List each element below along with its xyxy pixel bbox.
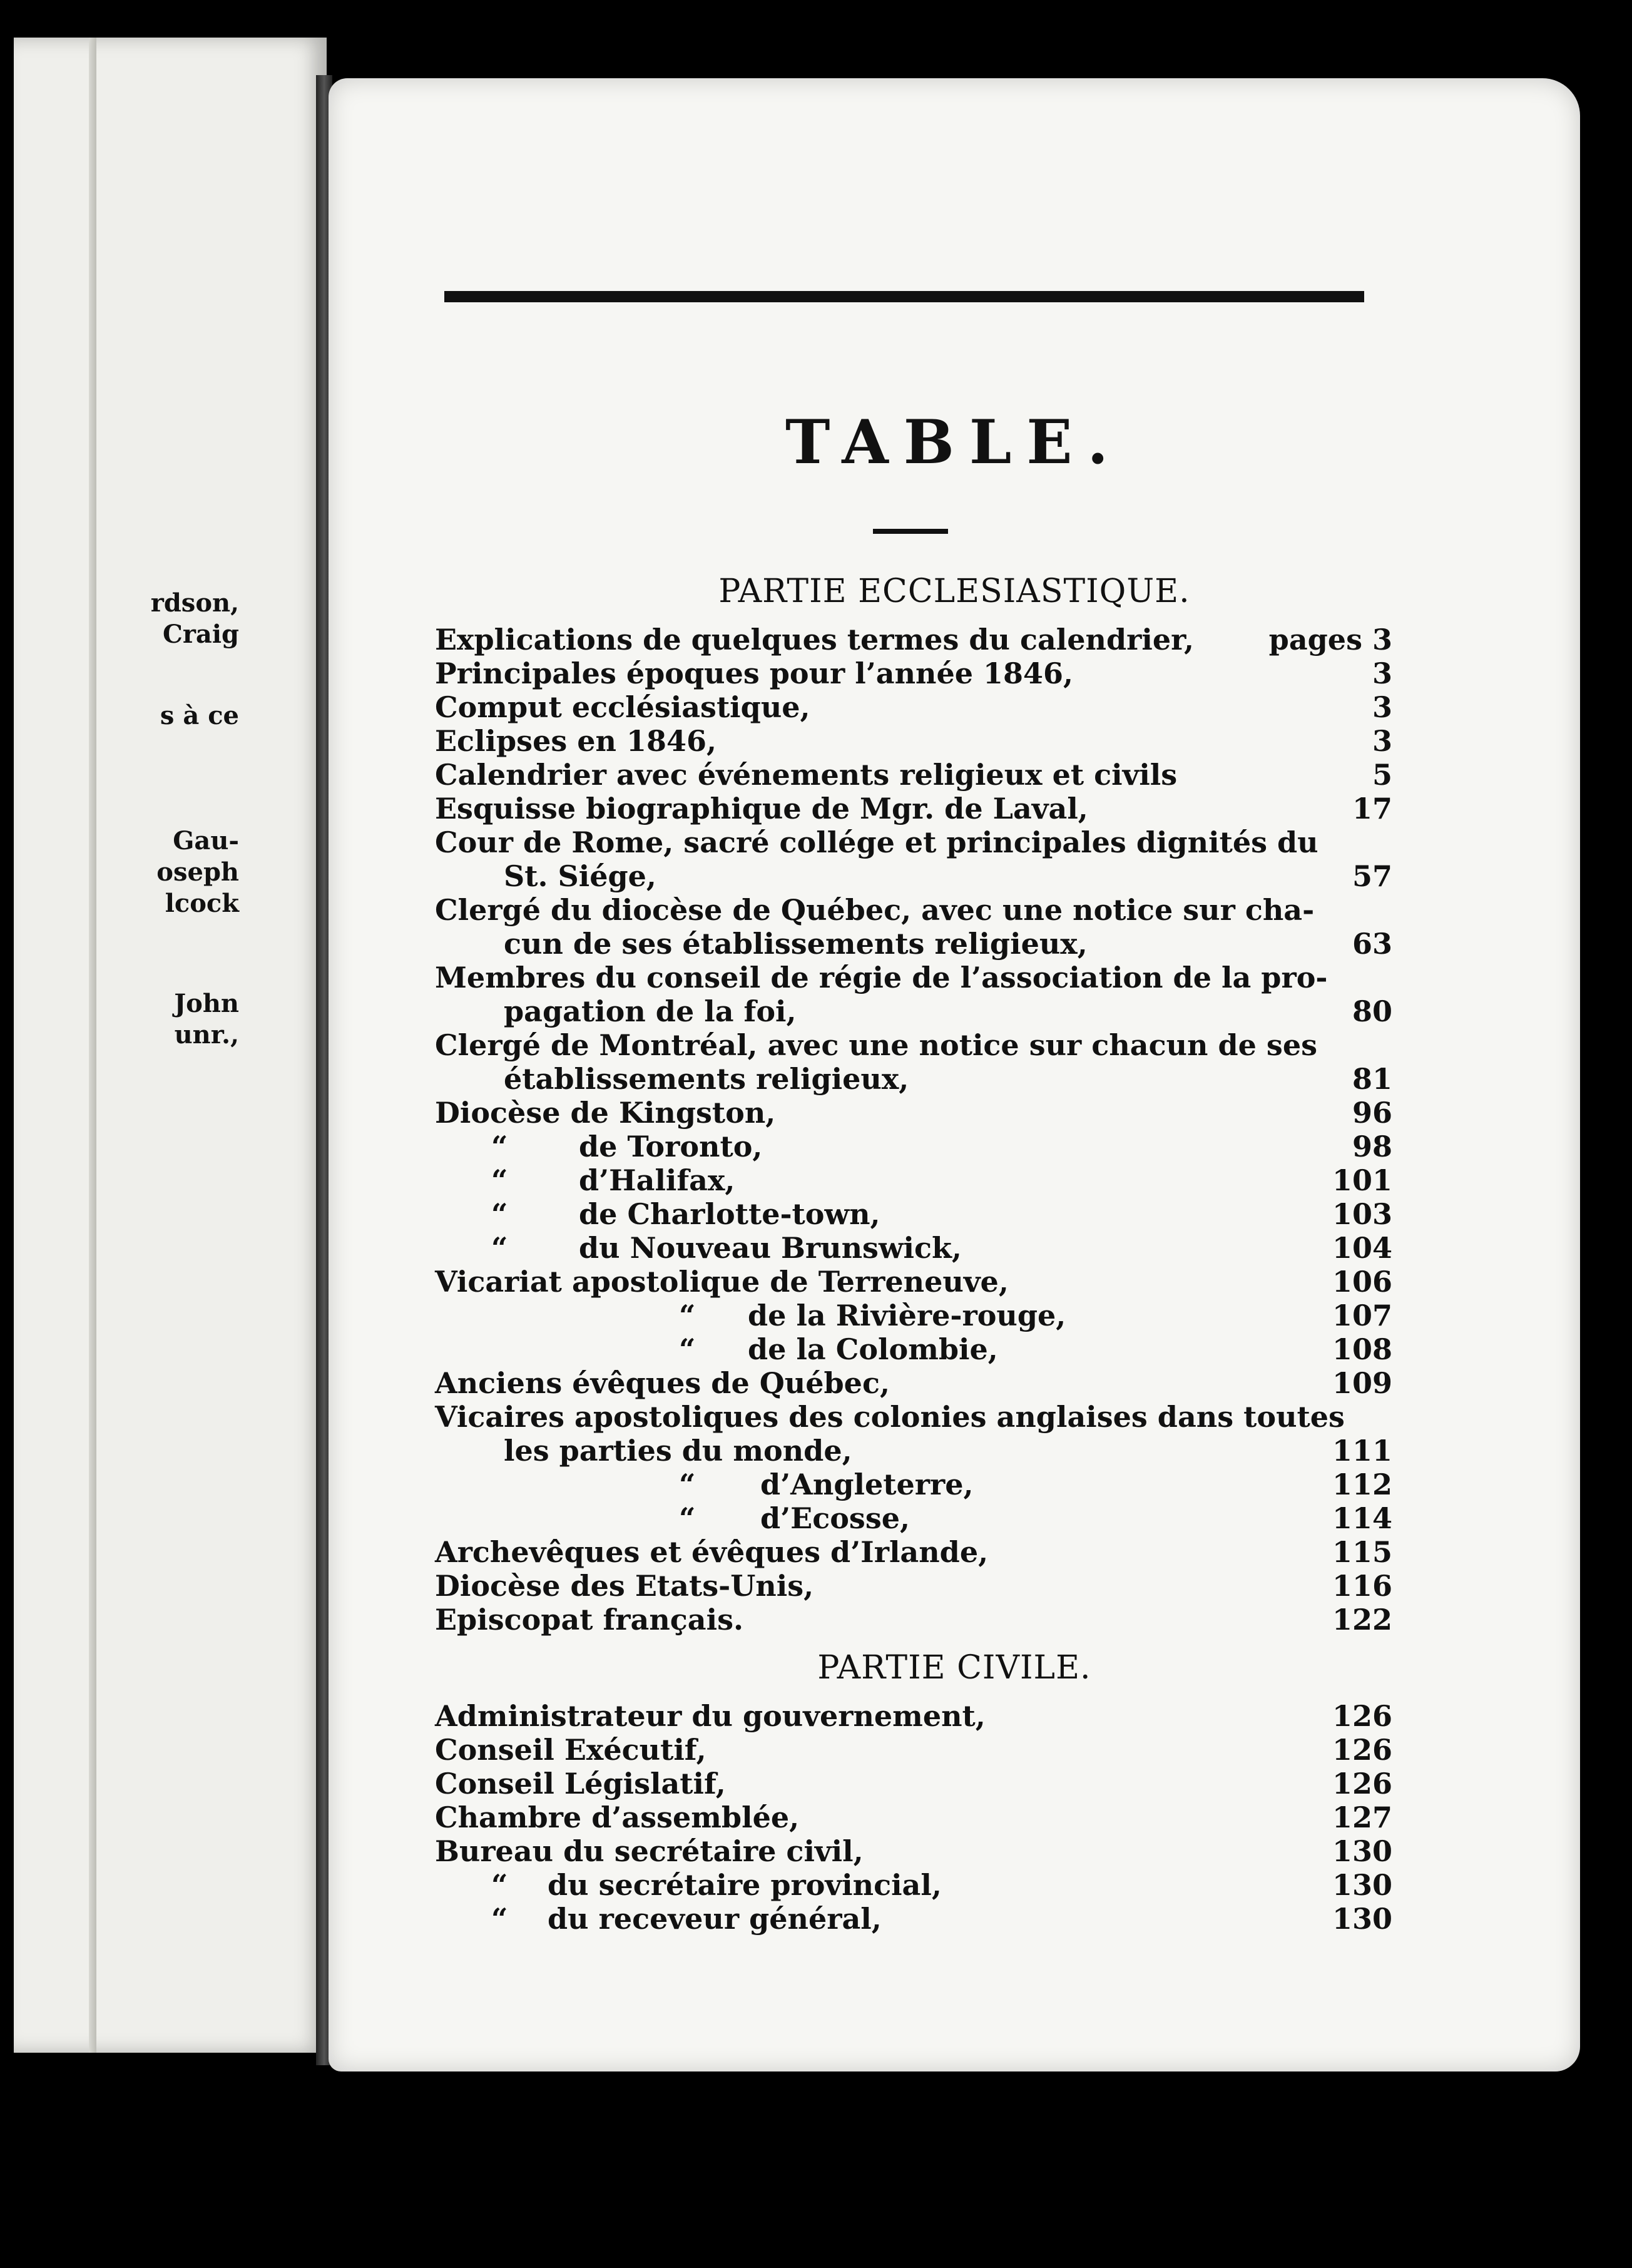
toc-entry — [435, 1902, 1392, 1936]
toc-entry — [435, 1733, 1392, 1767]
toc-entry-label: du secrétaire provincial, — [548, 1868, 942, 1902]
toc-entry — [435, 1535, 1392, 1569]
toc-entry-label: Principales époques pour l’année 1846, — [435, 656, 1074, 690]
toc-entry — [435, 1569, 1392, 1603]
toc-entry-page: 122 — [1332, 1603, 1392, 1637]
facing-page-fragment: Craig — [163, 620, 239, 649]
toc-entry-label: les parties du monde, — [504, 1434, 852, 1468]
toc-entry-label: Conseil Législatif, — [435, 1767, 726, 1801]
toc-entry-label: Diocèse de Kingston, — [435, 1096, 776, 1130]
page-title: TABLE. — [785, 407, 1123, 478]
toc-entry — [435, 1130, 1392, 1163]
toc-entry-label: d’Angleterre, — [760, 1468, 974, 1501]
toc-entry-page: pages 3 — [1268, 623, 1392, 656]
toc-entry-label: Chambre d’assemblée, — [435, 1801, 800, 1834]
toc-entry-page: 98 — [1352, 1130, 1392, 1163]
ditto-mark: “ — [679, 1299, 696, 1332]
toc-entry-page: 109 — [1332, 1366, 1392, 1400]
toc-ecclesiastique — [435, 623, 1392, 1637]
toc-entry-label: Calendrier avec événements religieux et civils — [435, 758, 1178, 792]
toc-entry-label: cun de ses établissements religieux, — [504, 927, 1088, 961]
toc-entry-label: de Charlotte-town, — [579, 1197, 880, 1231]
toc-entry-label: du Nouveau Brunswick, — [579, 1231, 962, 1265]
section-heading-ecclesiastique: PARTIE ECCLESIASTIQUE. — [718, 573, 1190, 610]
toc-entry — [435, 1062, 1392, 1096]
toc-entry-page: 111 — [1332, 1434, 1392, 1468]
toc-entry-page: 81 — [1352, 1062, 1392, 1096]
toc-entry — [435, 1767, 1392, 1801]
toc-entry-label: d’Halifax, — [579, 1163, 735, 1197]
facing-page — [14, 38, 327, 2053]
toc-entry — [435, 1699, 1392, 1733]
section-heading-civile: PARTIE CIVILE. — [817, 1649, 1091, 1687]
toc-entry-page: 106 — [1332, 1265, 1392, 1299]
facing-page-fragment: Gau- — [173, 826, 239, 856]
toc-entry-page: 96 — [1352, 1096, 1392, 1130]
toc-entry — [435, 1834, 1392, 1868]
toc-entry — [435, 1299, 1392, 1332]
toc-entry-label: de la Colombie, — [748, 1332, 998, 1366]
toc-entry-page: 103 — [1332, 1197, 1392, 1231]
toc-entry-label: Episcopat français. — [435, 1603, 743, 1637]
toc-entry-page: 107 — [1332, 1299, 1392, 1332]
ditto-mark: “ — [491, 1868, 508, 1902]
toc-entry — [435, 724, 1392, 758]
ditto-mark: “ — [491, 1231, 508, 1265]
toc-entry-page: 130 — [1332, 1834, 1392, 1868]
toc-entry — [435, 1468, 1392, 1501]
toc-entry-page: 126 — [1332, 1733, 1392, 1767]
toc-entry-label: Vicariat apostolique de Terreneuve, — [435, 1265, 1009, 1299]
toc-entry-label: de Toronto, — [579, 1130, 763, 1163]
toc-entry-label: Administrateur du gouvernement, — [435, 1699, 986, 1733]
toc-entry — [435, 1501, 1392, 1535]
toc-entry-label: Eclipses en 1846, — [435, 724, 717, 758]
toc-entry-page: 3 — [1372, 690, 1392, 724]
toc-entry-page: 126 — [1332, 1699, 1392, 1733]
toc-entry-page: 3 — [1372, 724, 1392, 758]
toc-entry — [435, 1197, 1392, 1231]
toc-entry — [435, 825, 1392, 859]
toc-entry-label: Vicaires apostoliques des colonies anglaises dans toutes — [435, 1400, 1345, 1434]
toc-entry — [435, 1096, 1392, 1130]
toc-entry-label: Anciens évêques de Québec, — [435, 1366, 890, 1400]
toc-entry — [435, 893, 1392, 927]
toc-entry — [435, 859, 1392, 893]
facing-page-fragment: lcock — [165, 889, 239, 918]
toc-entry — [435, 623, 1392, 656]
toc-entry-label: de la Rivière-rouge, — [748, 1299, 1066, 1332]
toc-entry-label: établissements religieux, — [504, 1062, 909, 1096]
toc-entry-page: 101 — [1332, 1163, 1392, 1197]
toc-entry-page: 130 — [1332, 1868, 1392, 1902]
ditto-mark: “ — [491, 1130, 508, 1163]
toc-entry — [435, 1603, 1392, 1637]
toc-entry — [435, 961, 1392, 994]
toc-entry-page: 3 — [1372, 656, 1392, 690]
toc-entry — [435, 656, 1392, 690]
toc-entry — [435, 758, 1392, 792]
facing-page-fragment: John — [174, 989, 239, 1018]
toc-entry-label: d’Ecosse, — [760, 1501, 910, 1535]
top-rule — [444, 291, 1364, 302]
facing-page-fragment: oseph — [156, 857, 239, 887]
toc-entry-page: 63 — [1352, 927, 1392, 961]
table-of-contents-page — [329, 78, 1580, 2071]
toc-civile — [435, 1699, 1392, 1936]
toc-entry-page: 130 — [1332, 1902, 1392, 1936]
toc-entry-page: 126 — [1332, 1767, 1392, 1801]
toc-entry-label: Conseil Exécutif, — [435, 1733, 706, 1767]
toc-entry — [435, 1801, 1392, 1834]
toc-entry-page: 104 — [1332, 1231, 1392, 1265]
toc-entry — [435, 927, 1392, 961]
toc-entry — [435, 1332, 1392, 1366]
toc-entry-label: Archevêques et évêques d’Irlande, — [435, 1535, 989, 1569]
ditto-mark: “ — [491, 1163, 508, 1197]
toc-entry-page: 108 — [1332, 1332, 1392, 1366]
toc-entry-label: du receveur général, — [548, 1902, 882, 1936]
facing-page-fragment: rdson, — [150, 588, 239, 618]
toc-entry — [435, 1400, 1392, 1434]
toc-entry-label: Comput ecclésiastique, — [435, 690, 810, 724]
toc-entry-label: St. Siége, — [504, 859, 656, 893]
toc-entry-page: 80 — [1352, 994, 1392, 1028]
toc-entry — [435, 1366, 1392, 1400]
toc-entry-label: Clergé du diocèse de Québec, avec une notice sur cha- — [435, 893, 1315, 927]
toc-entry-page: 17 — [1352, 792, 1392, 825]
toc-entry-page: 115 — [1332, 1535, 1392, 1569]
ditto-mark: “ — [491, 1902, 508, 1936]
toc-entry — [435, 1868, 1392, 1902]
toc-entry-page: 57 — [1352, 859, 1392, 893]
toc-entry-label: Cour de Rome, sacré collége et principales dignités du — [435, 825, 1318, 859]
toc-entry-page: 5 — [1372, 758, 1392, 792]
toc-entry-page: 127 — [1332, 1801, 1392, 1834]
ditto-mark: “ — [679, 1332, 696, 1366]
toc-entry — [435, 792, 1392, 825]
toc-entry — [435, 1028, 1392, 1062]
toc-entry-page: 112 — [1332, 1468, 1392, 1501]
toc-entry-label: Esquisse biographique de Mgr. de Laval, — [435, 792, 1088, 825]
toc-entry-label: pagation de la foi, — [504, 994, 797, 1028]
toc-entry — [435, 1163, 1392, 1197]
toc-entry — [435, 1231, 1392, 1265]
ditto-mark: “ — [679, 1501, 696, 1535]
toc-entry-label: Diocèse des Etats-Unis, — [435, 1569, 814, 1603]
toc-entry-label: Clergé de Montréal, avec une notice sur chacun de ses — [435, 1028, 1317, 1062]
ditto-mark: “ — [491, 1197, 508, 1231]
toc-entry-label: Membres du conseil de régie de l’association de la pro- — [435, 961, 1328, 994]
toc-entry — [435, 994, 1392, 1028]
toc-entry — [435, 1265, 1392, 1299]
toc-entry-page: 116 — [1332, 1569, 1392, 1603]
toc-entry-page: 114 — [1332, 1501, 1392, 1535]
toc-entry — [435, 690, 1392, 724]
toc-entry-label: Explications de quelques termes du calendrier, — [435, 623, 1195, 656]
facing-page-fragment: s à ce — [160, 701, 239, 730]
toc-entry-label: Bureau du secrétaire civil, — [435, 1834, 864, 1868]
ditto-mark: “ — [679, 1468, 696, 1501]
title-divider — [873, 529, 948, 534]
facing-page-fragment: unr., — [174, 1020, 239, 1050]
toc-entry — [435, 1434, 1392, 1468]
